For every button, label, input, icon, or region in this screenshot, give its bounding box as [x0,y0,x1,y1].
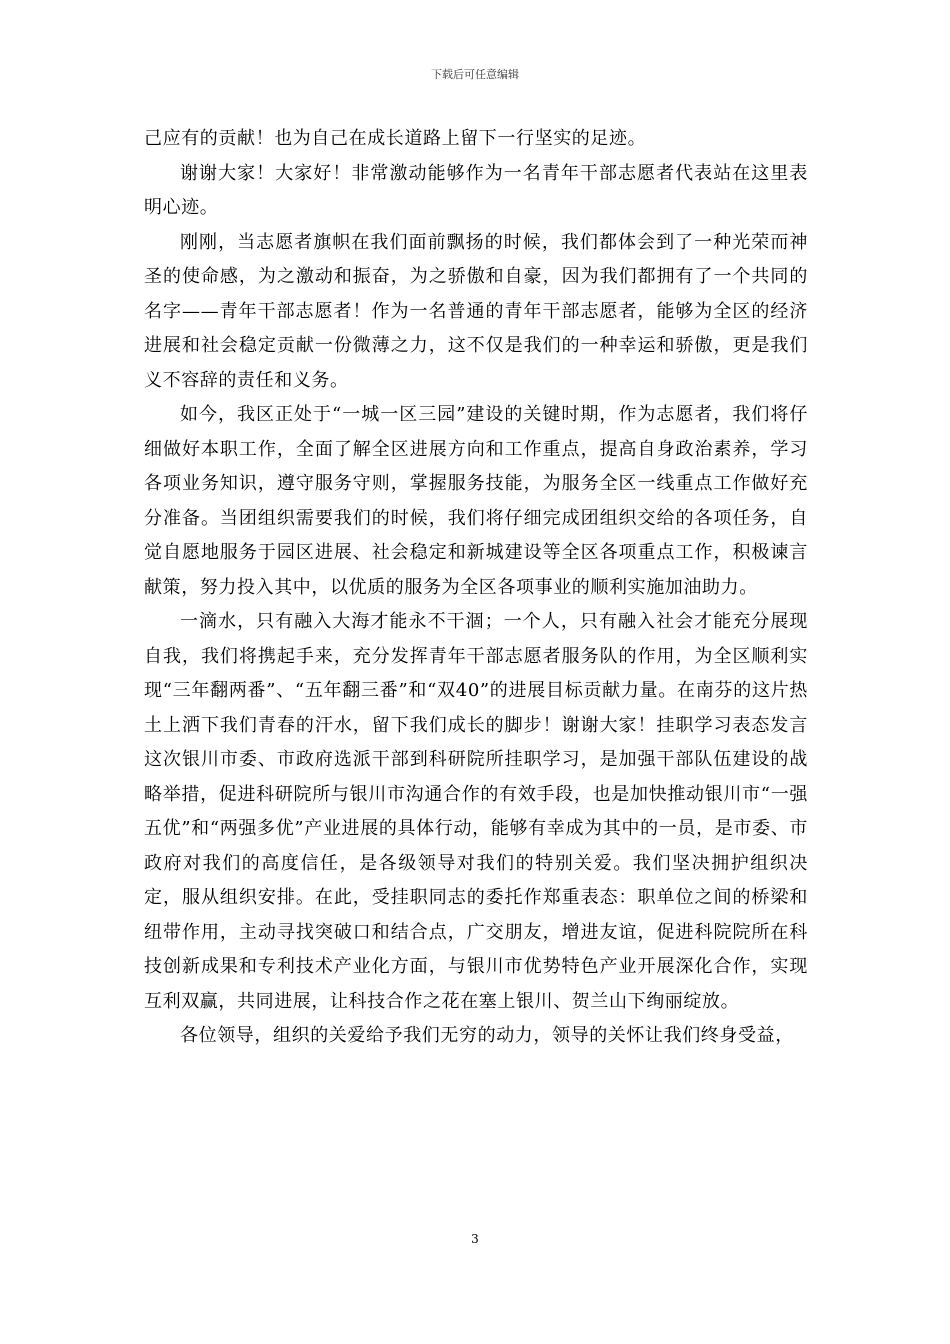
page-header: 下载后可任意编辑 [431,68,519,81]
paragraph: 如今，我区正处于“一城一区三园”建设的关键时期，作为志愿者，我们将仔细做好本职工作，全面了解全区进展方向和工作重点，提高自身政治素养，学习各项业务知识，遵守服务守则，掌握服务技能，为服务全区一线重点工作做好充分准备。当团组织需要我们的时候，我们将仔细完成团组织交给的各项任务，自觉自愿地服务于园区进展、社会稳定和新城建设等全区各项重点工作，积极谏言献策，努力投入其中，以优质的服务为全区各项事业的顺利实施加油助力。 [144,404,808,598]
document-body [144,122,808,1054]
paragraph: 各位领导，组织的关爱给予我们无穷的动力，领导的关怀让我们终身受益， [180,1025,794,1046]
paragraph: 一滴水，只有融入大海才能永不干涸；一个人，只有融入社会才能充分展现自我，我们将携起手来，充分发挥青年干部志愿者服务队的作用，为全区顺利实现“三年翻两番”、“五年翻三番”和“双40”的进展目标贡献力量。在南芬的这片热土上洒下我们青春的汗水，留下我们成长的脚步！谢谢大家！挂职学习表态发言这次银川市委、市政府选派干部到科研院所挂职学习，是加强干部队伍建设的战略举措，促进科研院所与银川市沟通合作的有效手段，也是加快推动银川市“一强五优”和“两强多优”产业进展的具体行动，能够有幸成为其中的一员，是市委、市政府对我们的高度信任，是各级领导对我们的特别关爱。我们坚决拥护组织决定，服从组织安排。在此，受挂职同志的委托作郑重表态：职单位之间的桥梁和纽带作用，主动寻找突破口和结合点，广交朋友，增进友谊，促进科院院所在科技创新成果和专利技术产业化方面，与银川市优势特色产业开展深化合作，实现互利双赢，共同进展，让科技合作之花在塞上银川、贺兰山下绚丽绽放。 [144,611,808,1012]
paragraph: 刚刚，当志愿者旗帜在我们面前飘扬的时候，我们都体会到了一种光荣而神圣的使命感，为之激动和振奋，为之骄傲和自豪，因为我们都拥有了一个共同的名字——青年干部志愿者！作为一名普通的青年干部志愿者，能够为全区的经济进展和社会稳定贡献一份微薄之力，这不仅是我们的一种幸运和骄傲，更是我们义不容辞的责任和义务。 [144,231,808,391]
paragraph: 谢谢大家！大家好！非常激动能够作为一名青年干部志愿者代表站在这里表明心迹。 [144,162,808,218]
page-number: 3 [471,1232,479,1246]
paragraph: 己应有的贡献！也为自己在成长道路上留下一行坚实的足迹。 [144,128,647,149]
